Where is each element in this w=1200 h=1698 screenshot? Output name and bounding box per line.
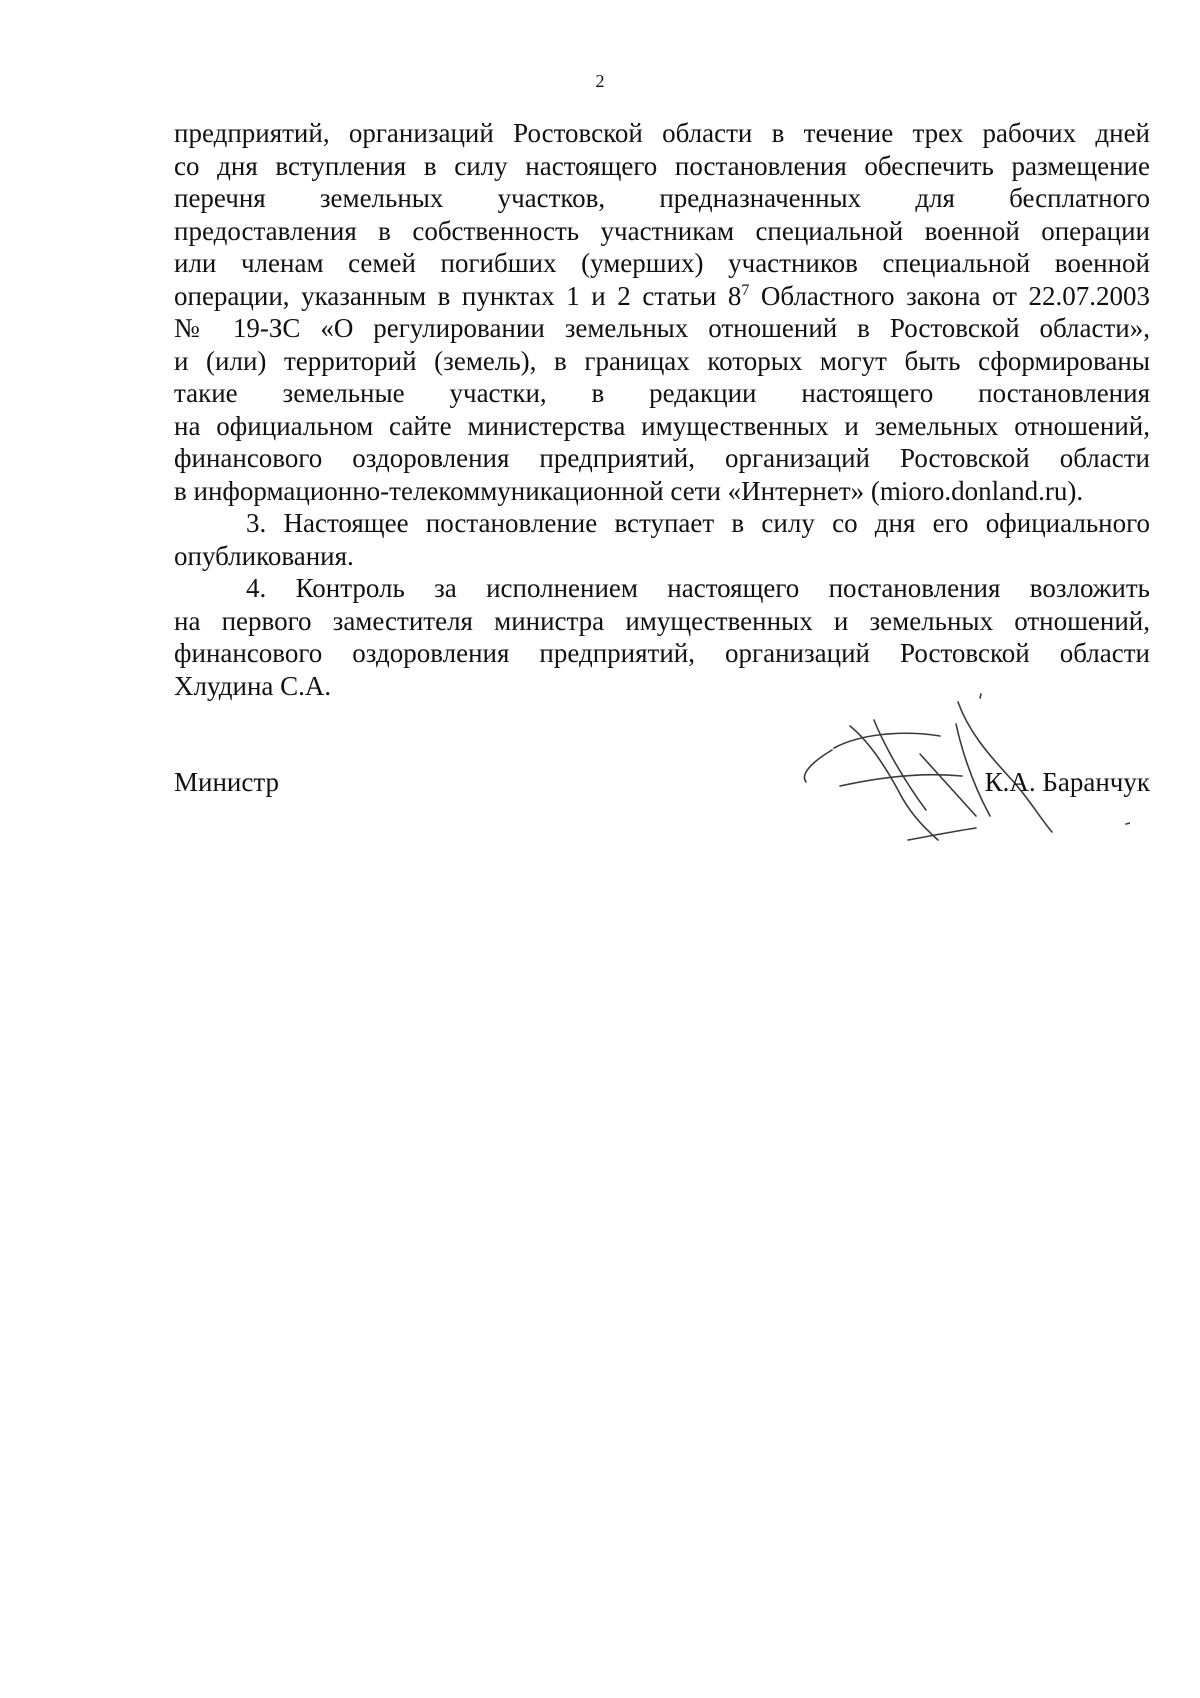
text-line: перечня земельных участков, предназначенных для бесплатного	[174, 183, 1150, 213]
text-line: на официальном сайте министерства имущественных и земельных отношений,	[174, 410, 1150, 441]
document-body	[174, 117, 1150, 702]
paragraph-item-4	[174, 572, 1150, 702]
text-line: финансового оздоровления предприятий, организаций Ростовской области	[174, 638, 1150, 668]
paragraph-item-3	[174, 507, 1150, 572]
text-line: такие земельные участки, в редакции настоящего постановления	[174, 378, 1150, 408]
text-line: предоставления в собственность участникам специальной военной операции	[174, 215, 1150, 246]
superscript: 7	[741, 281, 750, 299]
text-line: на первого заместителя министра имущественных и земельных отношений,	[174, 605, 1150, 636]
signer-name: К.А. Баранчук	[984, 767, 1150, 797]
text-line-with-superscript	[174, 280, 1150, 313]
text-line: финансового оздоровления предприятий, организаций Ростовской области	[174, 443, 1150, 473]
signer-position: Министр	[174, 767, 279, 797]
text-segment: Областного закона от 22.07.2003	[749, 280, 1150, 311]
page-number: 2	[595, 71, 605, 91]
text-line: № 19-ЗС «О регулировании земельных отношений в Ростовской области»,	[174, 313, 1150, 343]
text-line: в информационно-телекоммуникационной сети «Интернет» (mioro.donland.ru).	[174, 475, 1084, 506]
text-line: или членам семей погибших (умерших) участников специальной военной	[174, 248, 1150, 278]
text-line: 4. Контроль за исполнением настоящего постановления возложить	[246, 573, 1150, 603]
text-line: со дня вступления в силу настоящего постановления обеспечить размещение	[174, 150, 1150, 181]
signature-block	[174, 766, 1150, 806]
text-line: и (или) территорий (земель), в границах которых могут быть сформированы	[174, 345, 1150, 376]
paragraph-item-2-continuation	[174, 117, 1150, 507]
text-line: Хлудина С.А.	[174, 670, 332, 701]
text-line: опубликования.	[174, 540, 354, 571]
text-segment: операции, указанным в пунктах 1 и 2 статьи 8	[174, 280, 742, 311]
text-line: предприятий, организаций Ростовской области в течение трех рабочих дней	[174, 118, 1150, 148]
text-line: 3. Настоящее постановление вступает в силу со дня его официального	[246, 508, 1150, 538]
